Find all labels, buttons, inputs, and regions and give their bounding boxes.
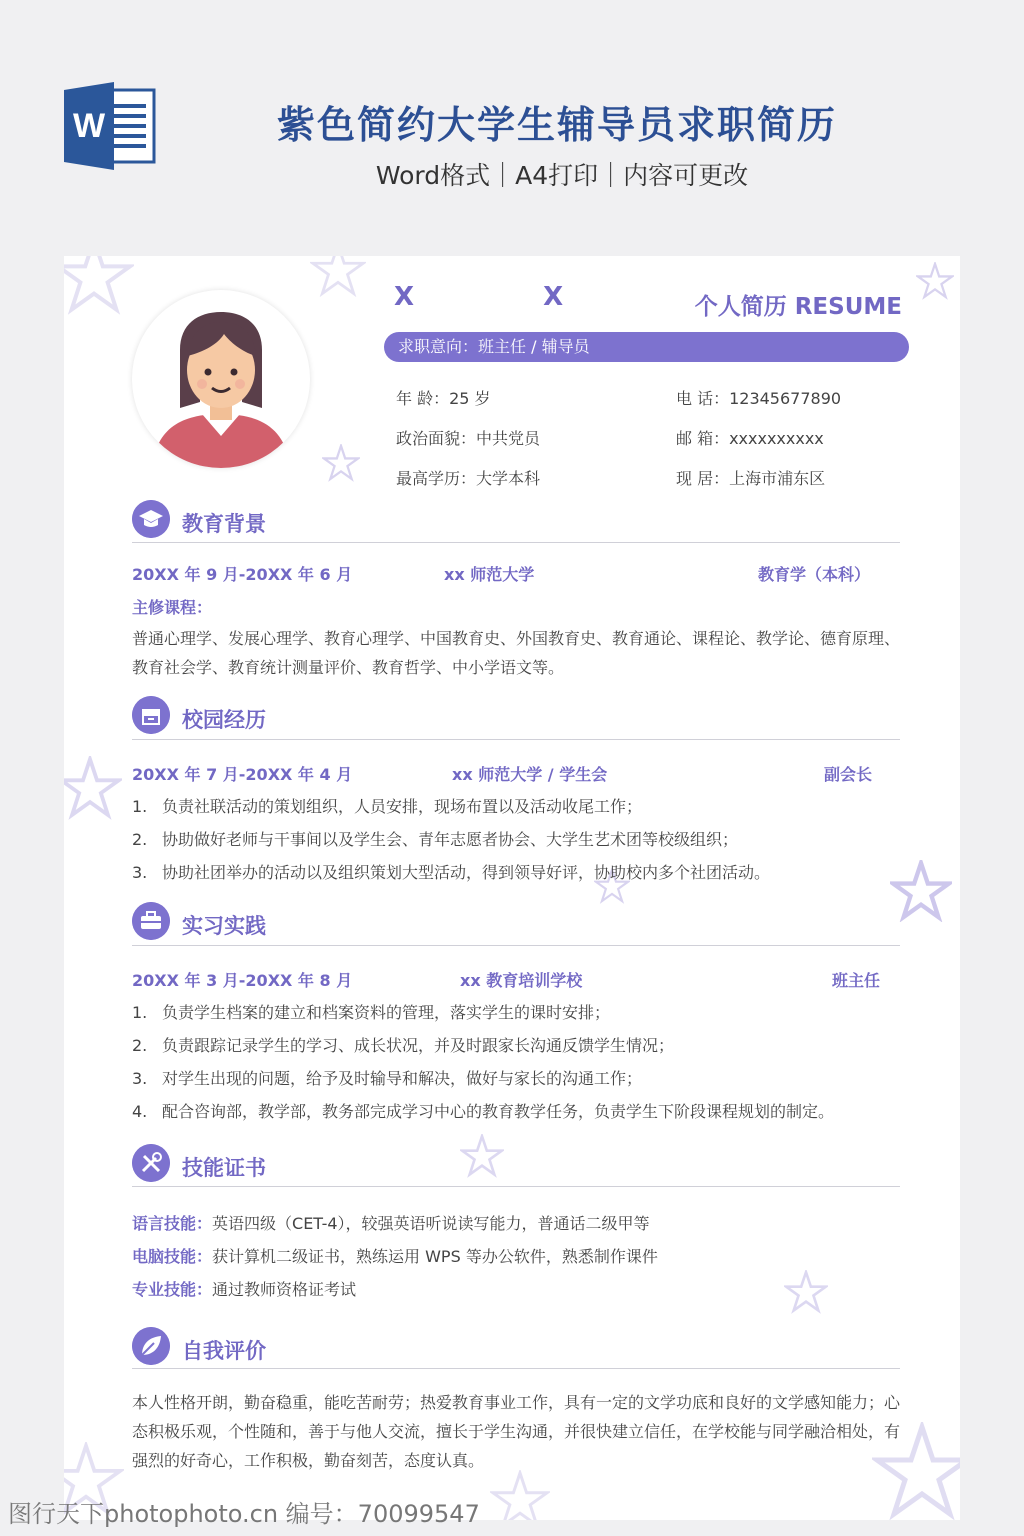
education-school: xx 师范大学: [444, 565, 535, 584]
courses-label: 主修课程：: [132, 598, 213, 617]
section-title: 校园经历: [182, 708, 266, 732]
internship-org: xx 教育培训学校: [460, 971, 583, 990]
skill-item: 语言技能：英语四级（CET-4），较强英语听说读写能力，普通话二级甲等: [132, 1214, 650, 1233]
star-icon: [64, 256, 134, 316]
campus-period: 20XX 年 7 月-20XX 年 4 月: [132, 765, 353, 784]
resume-heading: 个人简历 RESUME: [694, 294, 902, 320]
graduation-cap-icon: [132, 500, 170, 538]
star-icon: [916, 262, 954, 300]
info-residence: 现 居：上海市浦东区: [676, 469, 826, 488]
info-education: 最高学历：大学本科: [396, 469, 541, 488]
campus-org: xx 师范大学 / 学生会: [452, 765, 608, 784]
internship-period: 20XX 年 3 月-20XX 年 8 月: [132, 971, 353, 990]
star-icon: [64, 756, 122, 820]
campus-icon: [132, 696, 170, 734]
star-icon: [490, 1470, 550, 1520]
self-evaluation-text: 本人性格开朗，勤奋稳重，能吃苦耐劳；热爱教育事业工作，具有一定的文学功底和良好的文学感知能力；心态积极乐观，个性随和，善于与他人交流，擅长于学生沟通，并很快建立信任，在学校能与同学融洽相处，有强烈的好奇心，工作积极，勤奋刻苦，态度认真。: [132, 1393, 901, 1470]
skill-item: 电脑技能：获计算机二级证书，熟练运用 WPS 等办公软件，熟悉制作课件: [132, 1247, 658, 1266]
avatar-illustration: [132, 290, 310, 468]
divider: [132, 739, 900, 740]
info-age: 年 龄：25 岁: [396, 389, 491, 408]
list-item: 2. 协助做好老师与干事间以及学生会、青年志愿者协会、大学生艺术团等校级组织；: [132, 830, 739, 849]
list-item: 3. 对学生出现的问题，给予及时输导和解决，做好与家长的沟通工作；: [132, 1069, 643, 1088]
education-period: 20XX 年 9 月-20XX 年 6 月: [132, 565, 353, 584]
star-icon: [890, 860, 952, 922]
skill-item: 专业技能：通过教师资格证考试: [132, 1280, 357, 1299]
star-icon: [460, 1134, 504, 1178]
resume-paper: [64, 256, 960, 1520]
campus-role: 副会长: [824, 765, 873, 784]
section-title: 技能证书: [182, 1156, 266, 1180]
list-item: 3. 协助社团举办的活动以及组织策划大型活动，得到领导好评，协助校内多个社团活动。: [132, 863, 771, 882]
page-title: 紫色简约大学生辅导员求职简历: [276, 103, 837, 147]
svg-text:W: W: [72, 107, 106, 145]
watermark: 图行天下photophoto.cn 编号：70099547: [8, 1500, 480, 1528]
candidate-name: X X: [394, 282, 624, 312]
list-item: 2. 负责跟踪记录学生的学习、成长状况，并及时跟家长沟通反馈学生情况；: [132, 1036, 675, 1055]
star-icon: [310, 256, 366, 298]
list-item: 1. 负责社联活动的策划组织，人员安排，现场布置以及活动收尾工作；: [132, 797, 643, 816]
section-title: 教育背景: [182, 512, 266, 536]
briefcase-icon: [132, 902, 170, 940]
section-title: 自我评价: [182, 1339, 266, 1363]
info-phone: 电 话：12345677890: [676, 389, 842, 408]
list-item: 4. 配合咨询部，教学部，教务部完成学习中心的教育教学任务，负责学生下阶段课程规划的制定。: [132, 1102, 835, 1121]
internship-role: 班主任: [832, 971, 881, 990]
star-icon: [322, 444, 360, 482]
page-subtitle: Word格式｜A4打印｜内容可更改: [375, 161, 749, 190]
leaf-icon: [132, 1327, 170, 1365]
courses-text: 普通心理学、发展心理学、教育心理学、中国教育史、外国教育史、教育通论、课程论、教学论、德育原理、教育社会学、教育统计测量评价、教育哲学、中小学语文等。: [132, 629, 901, 677]
list-item: 1. 负责学生档案的建立和档案资料的管理，落实学生的课时安排；: [132, 1003, 611, 1022]
tools-icon: [132, 1144, 170, 1182]
section-title: 实习实践: [182, 914, 266, 938]
divider: [132, 1368, 900, 1369]
star-icon: [784, 1270, 828, 1314]
divider: [132, 542, 900, 543]
avatar: [132, 290, 310, 468]
divider: [132, 1186, 900, 1187]
divider: [132, 945, 900, 946]
job-intent-bar: 求职意向：班主任 / 辅导员: [384, 332, 909, 362]
info-email: 邮 箱：xxxxxxxxxx: [676, 429, 824, 448]
info-political: 政治面貌：中共党员: [396, 429, 541, 448]
education-major: 教育学（本科）: [758, 565, 871, 584]
